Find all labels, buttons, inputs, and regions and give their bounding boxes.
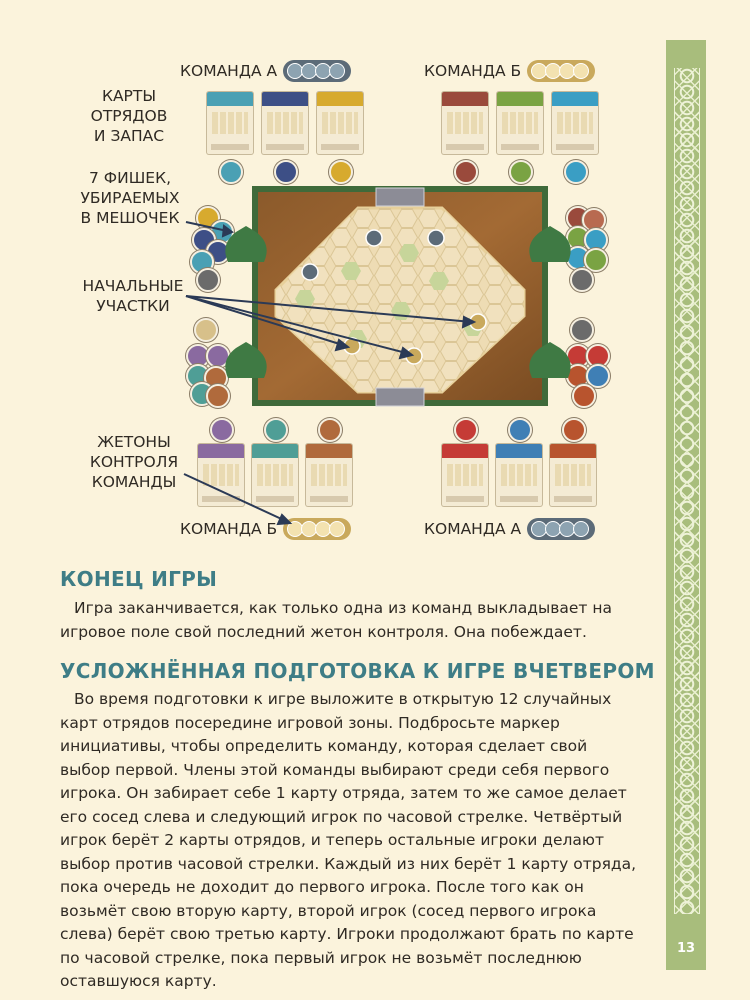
team-a-bottom: КОМАНДА А — [424, 518, 595, 540]
team-b-top: КОМАНДА Б — [424, 60, 595, 82]
team-a-top: КОМАНДА А — [180, 60, 351, 82]
label-start-areas: НАЧАЛЬНЫЕ УЧАСТКИ — [82, 277, 184, 315]
section-title-end-game: КОНЕЦ ИГРЫ — [60, 567, 218, 591]
label-chips: 7 ФИШЕК, УБИРАЕМЫХ В МЕШОЧЕК — [80, 169, 180, 227]
celtic-knot-ornament — [674, 68, 700, 914]
team-b-bottom: КОМАНДА Б — [180, 518, 351, 540]
section-text-advanced-setup: Во время подготовки к игре выложите в открытую 12 случайных карт отрядов посередине игровой зоны. Подбросьте маркер инициативы, чтобы определить команду, которая сделает свой выбор первой. Члены этой команды выбирают среди себя первого игрока. Он забирает себе 1 карту отряда, затем то же самое делает его сосед слева и следующий игрок по часовой стрелке. Четвёртый игрок берёт 2 карты отрядов, и теперь остальные игроки делают выбор против часовой стрелки. Каждый из них берёт 1 карту отряда, пока очередь не доходит до первого игрока. После того как он возьмёт свою вторую карту, второй игрок (сосед первого игрока слева) берёт свою третью карту. Игроки продолжают брать по карте по часовой стрелке, пока первый игрок не возьмёт последнюю оставшуюся карту. — [60, 690, 637, 990]
decorative-sidebar — [666, 40, 706, 970]
label-unit-cards: КАРТЫ ОТРЯДОВ И ЗАПАС — [90, 87, 168, 145]
page-number: 13 — [676, 941, 696, 956]
label-control-tokens: ЖЕТОНЫ КОНТРОЛЯ КОМАНДЫ — [89, 433, 179, 491]
section-text-end-game: Игра заканчивается, как только одна из команд выкладывает на игровое поле свой последний жетон контроля. Она побеждает. — [60, 599, 613, 641]
section-title-advanced-setup: УСЛОЖНЁННАЯ ПОДГОТОВКА К ИГРЕ ВЧЕТВЕРОМ — [60, 659, 655, 683]
